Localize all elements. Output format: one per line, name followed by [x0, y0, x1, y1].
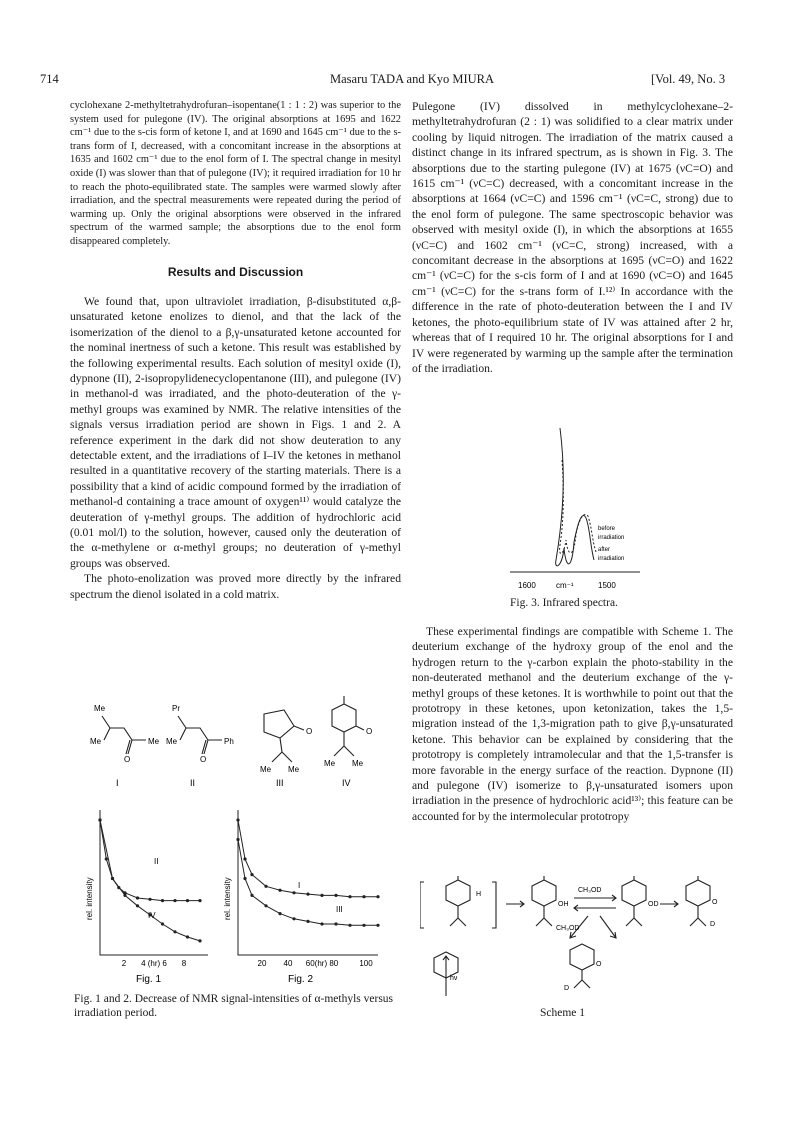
fig3-xtick: 1600 [518, 581, 536, 590]
data-point-IV [111, 877, 114, 880]
scheme-o-label: O [712, 899, 718, 906]
data-point-IV [186, 935, 189, 938]
structure-label-II: II [190, 778, 196, 788]
me-label: Me [166, 737, 178, 746]
data-point-II [161, 899, 164, 902]
o-label: O [306, 727, 313, 736]
fig1-label: Fig. 1 [136, 974, 162, 985]
fig1-series-label-II: II [154, 857, 159, 866]
data-point-IV [98, 818, 101, 821]
scheme-1 [420, 876, 730, 1006]
paragraph: We found that, upon ultraviolet irradiation, β-disubstituted α,β-unsaturated ketone enolizes to dienol, and that the lack of the isomerization of the dienol to a β,γ-unsaturated ketone accounted for the nominal inertness of such a ketone. This result was established by the following experimental results. Each solution of mesityl oxide (I), dypnone (II), 2-isopropylidenecyclopentanone (III), and pulegone (IV) in methanol-d was irradiated, and the photo-deuteration of the γ-methyl groups was examined by NMR. The relative intensities of the signals versus irradiation period are shown in Figs. 1 and 2. A reference experiment in the dark did not show deuteration to any detectable extent, and the irradiations of I–IV the ketones in methanol resulted in a quantitative recovery of the starting materials. There is a possibility that a kind of acidic compound formed by the irradiation of methanol-d containing a trace amount of oxygen¹¹⁾ would catalyze the deuteration of γ-methyl groups. The addition of hydrochloric acid (0.01 mol/l) to the solution, however, caused only the deuteration of the α-methylene or α-methyl groups; no deuteration of γ-methyl groups was observed. [70, 294, 401, 570]
right-column-continued [412, 624, 733, 824]
running-head-authors: Masaru TADA and Kyo MIURA [330, 72, 495, 86]
fig1-series-label-IV: IV [148, 911, 156, 920]
data-point-III [334, 922, 337, 925]
data-point-I [362, 895, 365, 898]
data-point-II [148, 898, 151, 901]
fig1-xtick: 8 [181, 959, 187, 968]
fig3-legend: after [598, 547, 611, 553]
data-point-IV [173, 930, 176, 933]
structure-label-III: III [276, 778, 284, 788]
me-label: Me [90, 737, 102, 746]
scheme-h-label: H [476, 891, 482, 898]
fig3-legend: before [598, 526, 616, 532]
fig2-ylabel: rel. intensity [223, 877, 232, 920]
o-label: O [366, 727, 373, 736]
paragraph: cyclohexane 2-methyltetrahydrofuran–isopentane(1 : 1 : 2) was superior to the system used for pulegone (IV). The original absorptions at 1695 and 1622 cm⁻¹ due to the s-cis form of ketone I, and at 1690 and 1645 cm⁻¹ due to the s-trans form of I, decreased, with a concomitant increase in the absorptions at 1635 and 1602 cm⁻¹ due to the enol form of I. The spectral change in mesityl oxide (I) was slower than that of pulegone (IV); it required irradiation for 10 hr to reach the photo-equilibrated state. The samples were warmed slowly after irradiation, and the spectral measurements were repeated during the period of warming up. Only the original absorptions were observed in the infrared spectrum of the warmed sample; the absorptions due to the enol form disappeared completely. [70, 100, 401, 247]
data-point-II [136, 896, 139, 899]
fig1-xtick: 4 (hr) 6 [141, 959, 167, 968]
data-point-I [306, 893, 309, 896]
data-point-II [173, 899, 176, 902]
me-label: Me [260, 765, 272, 774]
data-point-III [376, 924, 379, 927]
data-point-III [362, 924, 365, 927]
o-label: O [200, 755, 207, 764]
figures-1-2 [78, 800, 408, 990]
scheme-hv-label: hν [450, 975, 458, 982]
data-point-III [306, 920, 309, 923]
series-line-III [238, 840, 378, 926]
structure-label-I: I [116, 778, 119, 788]
figure-3-caption: Fig. 3. Infrared spectra. [510, 597, 618, 609]
paragraph: The photo-enolization was proved more directly by the infrared spectrum the dienol isolated in a cold matrix. [70, 572, 401, 601]
fig2-xtick: 60(hr) 80 [305, 959, 339, 968]
figure-3-spectra [500, 420, 660, 595]
paragraph: Pulegone (IV) dissolved in methylcyclohexane–2-methyltetrahydrofuran (2 : 1) was solidified to a clear matrix under cooling by liquid nitrogen. The irradiation of the matrix caused a distinct change in its infrared spectrum, as is shown in Fig. 3. The absorptions due to the starting pulegone (IV) at 1675 (νC=O) and 1615 cm⁻¹ (νC=C) decreased, with a concomitant increase in the absorptions at 1664 (νC=C) and 1596 cm⁻¹ (νC=C, strong) due to the enol form of pulegone. The same spectroscopic behavior was observed with mesityl oxide (I), in which the absorptions at 1655 (νC=C) and 1602 cm⁻¹ (νC=C, strong) increased, with a concomitant decrease in the absorptions at 1695 (νC=O) and 1622 cm⁻¹ (νC=C) for the s-cis form of I and at 1690 (νC=O) and 1645 cm⁻¹ (νC=C) for the s-trans form of I.¹²⁾ In accordance with the difference in the rate of photo-deuteration between the I and IV ketones, the photo-equilibrium state of IV was attained after 2 hr, whereas that of I required 10 hr. The original absorptions for I and IV were regenerated by warming up the sample after the termination of the irradiation. [412, 100, 733, 375]
data-point-I [348, 895, 351, 898]
data-point-II [186, 899, 189, 902]
structure-label-IV: IV [342, 778, 351, 788]
left-column [70, 99, 401, 602]
data-point-II [198, 899, 201, 902]
fig1-xtick: 2 [121, 959, 127, 968]
scheme-od-label: OD [648, 901, 659, 908]
running-head-volume: [Vol. 49, No. 3 [651, 72, 726, 86]
me-label: Me [94, 704, 106, 713]
scheme-1-caption: Scheme 1 [540, 1007, 586, 1019]
ph-label: Ph [224, 737, 234, 746]
figures-1-2-caption: Fig. 1 and 2. Decrease of NMR signal-intensities of α-methyls versus irradiation period. [74, 993, 394, 1019]
data-point-I [278, 889, 281, 892]
data-point-III [320, 922, 323, 925]
fig2-label: Fig. 2 [288, 974, 314, 985]
series-line-I [238, 820, 378, 897]
data-point-III [278, 912, 281, 915]
section-heading: Results and Discussion [167, 264, 304, 279]
data-point-III [236, 838, 239, 841]
series-line-II [100, 820, 200, 901]
fig2-xtick: 20 [257, 959, 267, 968]
me-label: Me [352, 759, 364, 768]
scheme-d-label: D [710, 921, 716, 928]
data-point-IV [123, 894, 126, 897]
pr-label: Pr [172, 704, 180, 713]
scheme-o-label: O [596, 961, 602, 968]
scheme-d-label: D [564, 985, 570, 992]
fig2-series-label-III: III [336, 905, 343, 914]
fig1-ylabel: rel. intensity [85, 877, 94, 920]
data-point-I [236, 818, 239, 821]
data-point-I [243, 857, 246, 860]
data-point-II [105, 857, 108, 860]
data-point-III [348, 924, 351, 927]
data-point-I [320, 894, 323, 897]
data-point-I [334, 894, 337, 897]
me-label: Me [288, 765, 300, 774]
o-label: O [124, 755, 131, 764]
data-point-IV [136, 904, 139, 907]
me-label: Me [148, 737, 160, 746]
scheme-reagent: CH₃OD [578, 887, 602, 894]
structures-figure [80, 696, 400, 791]
scheme-reagent: CH₃OD [556, 925, 580, 932]
data-point-III [292, 917, 295, 920]
fig3-xtick-unit: cm⁻¹ [556, 581, 574, 590]
scheme-oh-label: OH [558, 901, 569, 908]
fig3-xtick: 1500 [598, 581, 616, 590]
data-point-IV [161, 922, 164, 925]
data-point-IV [198, 939, 201, 942]
data-point-III [243, 877, 246, 880]
fig2-series-label-I: I [298, 881, 301, 890]
fig2-xtick: 40 [283, 959, 293, 968]
fig3-legend: irradiation [598, 535, 625, 541]
paragraph: These experimental findings are compatible with Scheme 1. The deuterium exchange of the hydroxy group of the enol and the hydrogen return to the γ-carbon explain the photo-stability in the non-deuterated methanol and the deuterium exchange of the γ-methyl groups of these ketones. It is worthwhile to point out that the prototropy in these ketones, upon ketonization, takes the 1,5-migration instead of the 1,3-migration path to give β,γ-unsaturated ketone. This behavior can be explained by considering that the prototropy is completely intramolecular and that the 1,5-transfer is more favorable in the energy surface of the reaction. Dypnone (II) and pulegone (IV) isomerize to β,γ-unsaturated isomers upon irradiation in the presence of hydrochloric acid¹³⁾; this feature can be accounted for by the intermolecular prototropy [412, 625, 733, 823]
page-number: 714 [40, 72, 59, 86]
data-point-I [264, 885, 267, 888]
me-label: Me [324, 759, 336, 768]
fig3-legend: irradiation [598, 556, 625, 562]
data-point-I [250, 873, 253, 876]
data-point-III [264, 904, 267, 907]
right-column [412, 99, 733, 376]
series-line-IV [100, 820, 200, 941]
fig2-xtick: 100 [359, 959, 373, 968]
data-point-I [376, 895, 379, 898]
data-point-III [250, 894, 253, 897]
data-point-I [292, 891, 295, 894]
